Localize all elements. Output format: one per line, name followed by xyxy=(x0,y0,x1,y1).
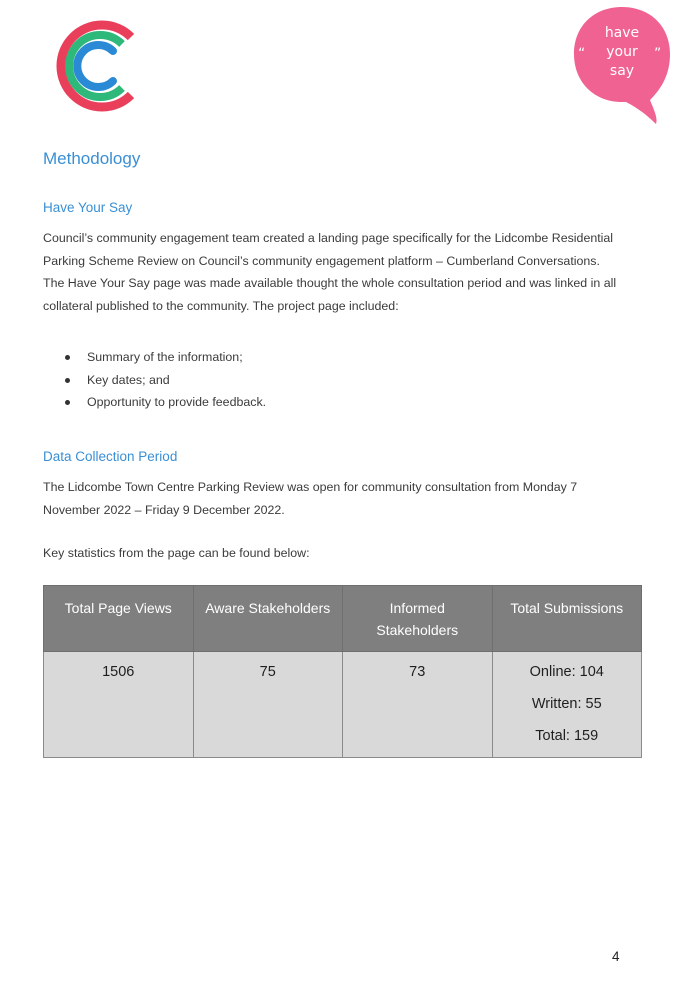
logo-line-say: say xyxy=(609,63,635,79)
list-item: Key dates; and xyxy=(43,369,266,392)
header-informed-stakeholders: Informed Stakeholders xyxy=(343,586,493,652)
section-heading-have-your-say: Have Your Say xyxy=(43,200,133,215)
value-page-views: 1506 xyxy=(44,652,194,758)
page-title: Methodology xyxy=(43,149,141,168)
stats-intro: Key statistics from the page can be found below: xyxy=(43,546,310,560)
close-quote-icon: ” xyxy=(654,46,662,62)
header-total-submissions: Total Submissions xyxy=(492,586,642,652)
list-item: Opportunity to provide feedback. xyxy=(43,391,266,414)
value-total-submissions xyxy=(492,652,642,758)
included-items-list xyxy=(43,346,266,414)
council-logo xyxy=(46,17,142,115)
section-heading-data-collection: Data Collection Period xyxy=(43,449,178,464)
page-number: 4 xyxy=(612,949,620,964)
header-total-page-views: Total Page Views xyxy=(44,586,194,652)
logo-line-have: have xyxy=(604,25,640,41)
submissions-total: Total: 159 xyxy=(535,728,599,744)
key-statistics-table xyxy=(43,585,642,758)
submissions-online: Online: 104 xyxy=(529,664,604,680)
submissions-written: Written: 55 xyxy=(531,696,602,712)
list-item: Summary of the information; xyxy=(43,346,266,369)
logo-line-your: your xyxy=(606,44,638,60)
table-row xyxy=(44,652,642,758)
header-aware-stakeholders: Aware Stakeholders xyxy=(193,586,343,652)
table-header-row xyxy=(44,586,642,652)
open-quote-icon: “ xyxy=(578,46,586,62)
data-collection-paragraph: The Lidcombe Town Centre Parking Review was open for community consultation from Monday 7 November 2022 – Friday 9 December 2022. xyxy=(43,480,578,517)
have-your-say-paragraph: Council’s community engagement team created a landing page specifically for the Lidcombe Residential Parking Scheme Review on Council’s community engagement platform – Cumberland Conversations. The Have Your Say page was made available thought the whole consultation period and was linked in all collateral published to the community. The project page included: xyxy=(43,231,617,313)
value-aware-stakeholders: 75 xyxy=(193,652,343,758)
value-informed-stakeholders: 73 xyxy=(343,652,493,758)
have-your-say-logo xyxy=(570,4,674,128)
